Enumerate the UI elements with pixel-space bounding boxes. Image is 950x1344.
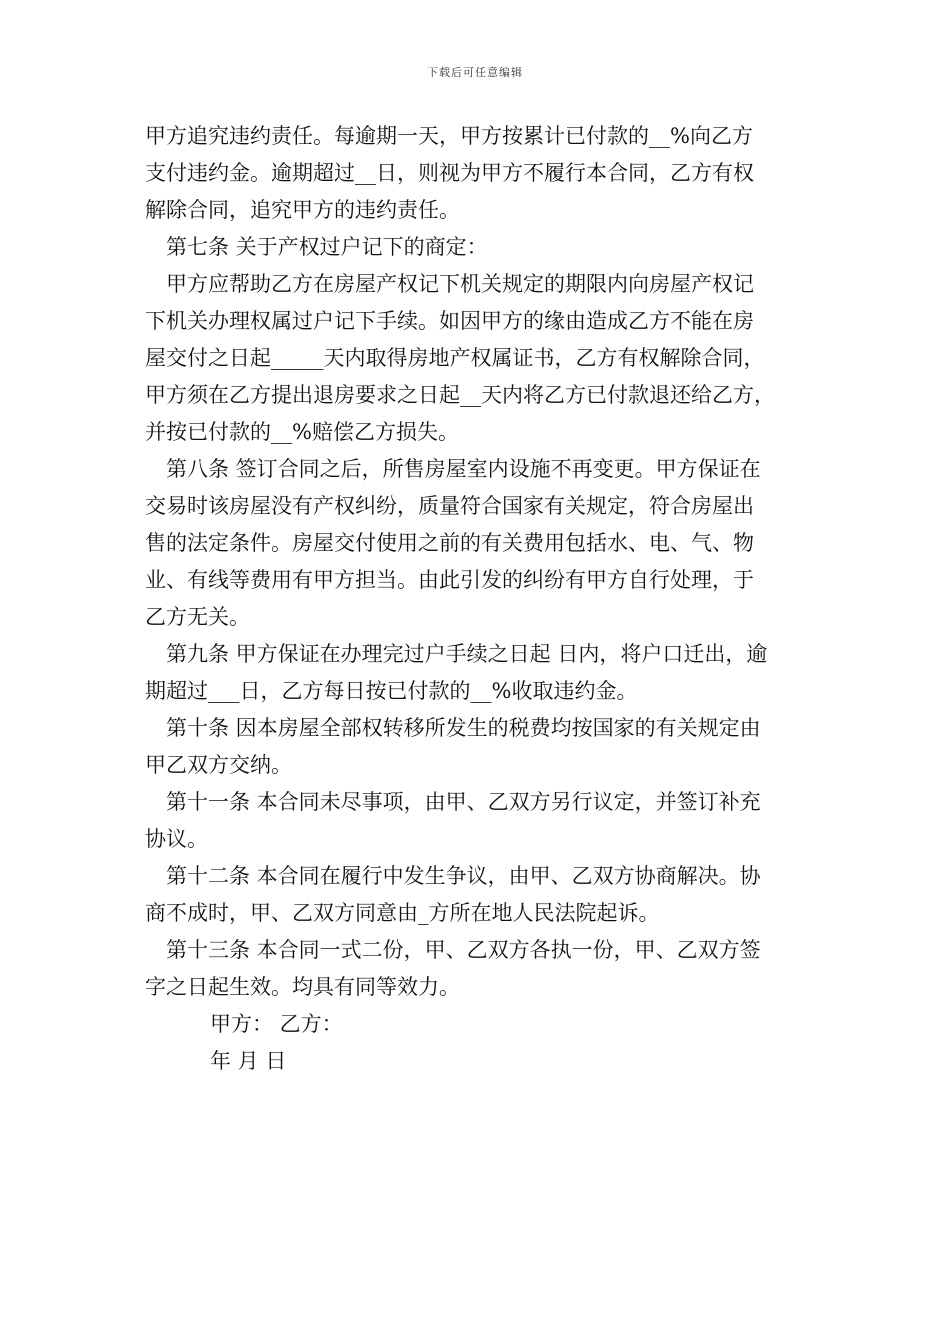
text-line: 甲方应帮助乙方在房屋产权记下机关规定的期限内向房屋产权记 xyxy=(166,272,754,296)
article-8-start: 第八条 签订合同之后，所售房屋室内设施不再变更。甲方保证在 xyxy=(166,457,761,481)
article-9-start: 第九条 甲方保证在办理完过户手续之日起 日内，将户口迁出，逾 xyxy=(166,642,768,666)
page-header: 下载后可任意编辑 xyxy=(427,66,523,79)
text-line: 并按已付款的__%赔偿乙方损失。 xyxy=(145,420,459,444)
text-line: 乙方无关。 xyxy=(145,605,250,629)
contract-body xyxy=(145,118,825,1080)
article-12-start: 第十二条 本合同在履行中发生争议，由甲、乙双方协商解决。协 xyxy=(166,864,761,888)
text-line: 解除合同，追究甲方的违约责任。 xyxy=(145,198,460,222)
text-line: 期超过___日，乙方每日按已付款的__%收取违约金。 xyxy=(145,679,638,703)
text-line: 字之日起生效。均具有同等效力。 xyxy=(145,975,460,999)
article-13-start: 第十三条 本合同一式二份，甲、乙双方各执一份，甲、乙双方签 xyxy=(166,938,761,962)
article-10-start: 第十条 因本房屋全部权转移所发生的税费均按国家的有关规定由 xyxy=(166,716,761,740)
text-line: 业、有线等费用有甲方担当。由此引发的纠纷有甲方自行处理，于 xyxy=(145,568,754,592)
text-line: 协议。 xyxy=(145,827,208,851)
article-7-heading: 第七条 关于产权过户记下的商定： xyxy=(166,235,488,259)
text-line: 支付违约金。逾期超过__日，则视为甲方不履行本合同，乙方有权 xyxy=(145,161,754,185)
signature-date: 年 月 日 xyxy=(210,1049,287,1073)
text-line: 商不成时，甲、乙双方同意由_方所在地人民法院起诉。 xyxy=(145,901,660,925)
signature-parties: 甲方： 乙方： xyxy=(210,1012,343,1036)
text-line: 甲方须在乙方提出退房要求之日起__天内将乙方已付款退还给乙方， xyxy=(145,383,775,407)
article-11-start: 第十一条 本合同未尽事项，由甲、乙双方另行议定，并签订补充 xyxy=(166,790,761,814)
text-line: 下机关办理权属过户记下手续。如因甲方的缘由造成乙方不能在房 xyxy=(145,309,754,333)
text-line: 售的法定条件。房屋交付使用之前的有关费用包括水、电、气、物 xyxy=(145,531,754,555)
text-line: 甲方追究违约责任。每逾期一天，甲方按累计已付款的__%向乙方 xyxy=(145,124,753,148)
text-line: 甲乙双方交纳。 xyxy=(145,753,292,777)
text-line: 交易时该房屋没有产权纠纷，质量符合国家有关规定，符合房屋出 xyxy=(145,494,754,518)
text-line: 屋交付之日起_____天内取得房地产权属证书，乙方有权解除合同， xyxy=(145,346,765,370)
